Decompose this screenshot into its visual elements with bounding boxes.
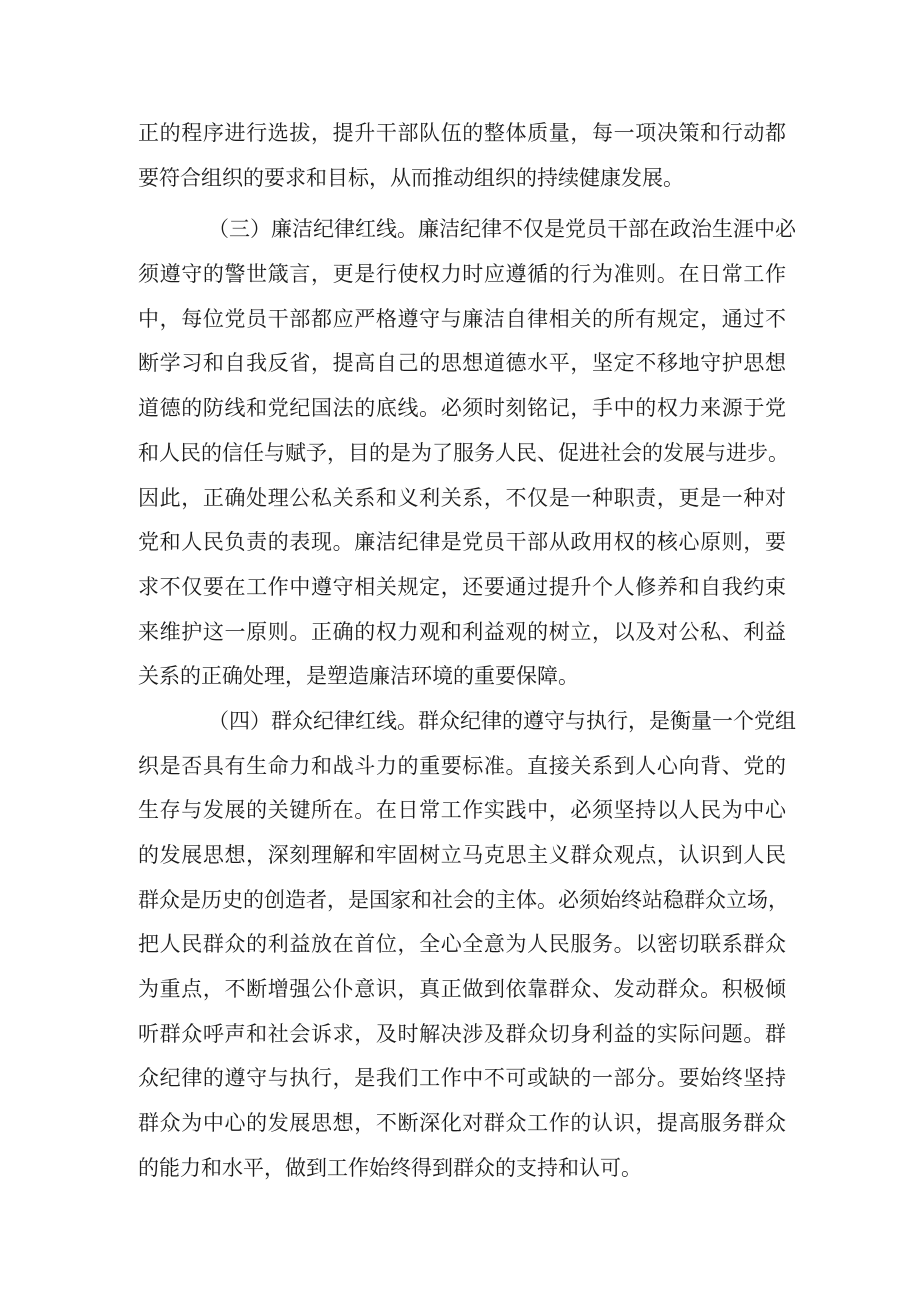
paragraph-line: 中，每位党员干部都应严格遵守与廉洁自律相关的所有规定，通过不: [138, 306, 786, 331]
paragraph-line: 道德的防线和党纪国法的底线。必须时刻铭记，手中的权力来源于党: [138, 396, 786, 421]
section-heading-line: （三）廉洁纪律红线。廉洁纪律不仅是党员干部在政治生涯中必: [208, 217, 796, 242]
paragraph-line: 断学习和自我反省，提高自己的思想道德水平，坚定不移地守护思想: [138, 351, 786, 376]
paragraph-line: 众纪律的遵守与执行，是我们工作中不可或缺的一部分。要始终坚持: [138, 1066, 786, 1091]
document-body: [138, 111, 796, 1191]
paragraph-line: 党和人民负责的表现。廉洁纪律是党员干部从政用权的核心原则，要: [138, 530, 786, 555]
paragraph-line: 来维护这一原则。正确的权力观和利益观的树立，以及对公私、利益: [138, 619, 786, 644]
section-heading-line: （四）群众纪律红线。群众纪律的遵守与执行，是衡量一个党组: [208, 708, 796, 733]
paragraph-line: 群众是历史的创造者，是国家和社会的主体。必须始终站稳群众立场，: [138, 887, 789, 912]
paragraph-line: 生存与发展的关键所在。在日常工作实践中，必须坚持以人民为中心: [138, 798, 786, 823]
paragraph-line: 因此，正确处理公私关系和义利关系，不仅是一种职责，更是一种对: [138, 485, 786, 510]
paragraph-line: 把人民群众的利益放在首位，全心全意为人民服务。以密切联系群众: [138, 932, 786, 957]
paragraph-line: 求不仅要在工作中遵守相关规定，还要通过提升个人修养和自我约束: [138, 574, 786, 599]
paragraph-line: 群众为中心的发展思想，不断深化对群众工作的认识，提高服务群众: [138, 1111, 786, 1136]
paragraph-line: 和人民的信任与赋予，目的是为了服务人民、促进社会的发展与进步。: [138, 440, 789, 465]
paragraph-line: 的能力和水平，做到工作始终得到群众的支持和认可。: [138, 1155, 642, 1180]
paragraph-line: 的发展思想，深刻理解和牢固树立马克思主义群众观点，认识到人民: [138, 843, 786, 867]
paragraph-line: 听群众呼声和社会诉求，及时解决涉及群众切身利益的实际问题。群: [138, 1021, 786, 1046]
paragraph-line: 织是否具有生命力和战斗力的重要标准。直接关系到人心向背、党的: [138, 753, 786, 778]
paragraph-line: 关系的正确处理，是塑造廉洁环境的重要保障。: [138, 664, 579, 689]
paragraph-line: 正的程序进行选拔，提升干部队伍的整体质量，每一项决策和行动都: [138, 121, 786, 145]
paragraph-line: 要符合组织的要求和目标，从而推动组织的持续健康发展。: [138, 165, 684, 190]
paragraph-line: 须遵守的警世箴言，更是行使权力时应遵循的行为准则。在日常工作: [138, 262, 786, 287]
paragraph-line: 为重点，不断增强公仆意识，真正做到依靠群众、发动群众。积极倾: [138, 977, 786, 1002]
